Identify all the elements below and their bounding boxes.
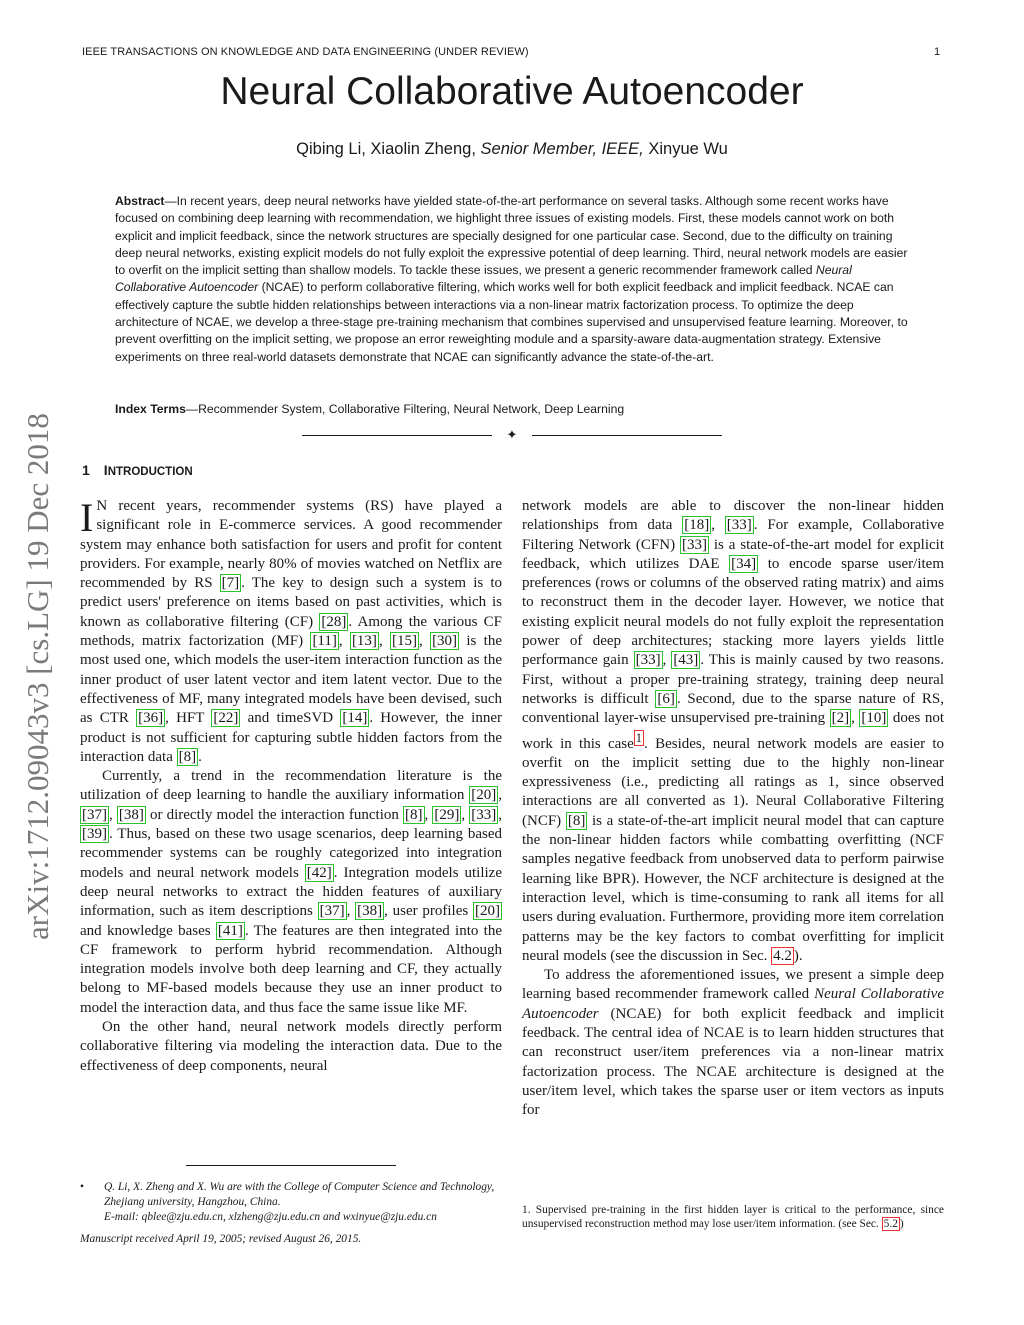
text-run: does not work in this case <box>522 710 944 752</box>
citation-link[interactable]: [13] <box>351 633 377 650</box>
text-run: , <box>338 633 350 650</box>
citation-link[interactable]: [8] <box>405 806 423 823</box>
abstract-label: Abstract <box>115 194 165 208</box>
paragraph <box>80 497 502 767</box>
paragraph <box>522 966 944 1120</box>
citation-link[interactable]: [14] <box>342 710 368 727</box>
text-run: , <box>662 652 672 669</box>
index-terms <box>115 401 910 418</box>
section-ref-link[interactable]: 5.2 <box>883 1217 898 1230</box>
bullet-icon: • <box>80 1181 84 1193</box>
section-heading <box>82 462 193 478</box>
citation-link[interactable]: [22] <box>213 710 239 727</box>
affiliation-text: Q. Li, X. Zheng and X. Wu are with the College of Computer Science and Technology, Zhejiang university, Hangzhou, China. <box>104 1181 495 1208</box>
footnote-marker-link[interactable]: 1 <box>635 730 643 745</box>
text-run: . However, the inner product is not sufficient for capturing subtle hidden factors from the interaction data <box>80 710 502 765</box>
citation-link[interactable]: [6] <box>657 690 675 707</box>
citation-link[interactable]: [38] <box>118 806 144 823</box>
text-run: . Thus, based on these two usage scenarios, deep learning based recommender systems can be roughly categorized into integration models and neural network models <box>80 826 502 881</box>
text-run: . Second, due to the sparse nature of RS, conventional layer-wise unsupervised pre-training <box>522 690 944 727</box>
citation-link[interactable]: [41] <box>217 922 243 939</box>
citation-link[interactable]: [36] <box>138 710 164 727</box>
text-run: To address the aforementioned issues, we present a simple deep learning based recommender framework called <box>522 967 944 1003</box>
text-run: , HFT <box>165 710 212 727</box>
abstract-emph: Neural Collaborative Autoencoder <box>115 263 852 295</box>
text-run: . Among the various CF methods, matrix factorization (MF) <box>80 613 502 650</box>
emphasis: Neural Collaborative Autoencoder <box>522 986 944 1022</box>
citation-link[interactable]: [18] <box>684 517 710 534</box>
text-run: , <box>378 633 390 650</box>
text-run: , <box>109 806 117 823</box>
text-run: and knowledge bases <box>80 922 216 939</box>
manuscript-note: Manuscript received April 19, 2005; revised August 26, 2015. <box>80 1233 362 1245</box>
text-run: . The key to design such a system is to predict users' preference on items based on past activities, which is known as collaborative filtering (CF) <box>80 575 503 630</box>
section-number: 1 <box>82 462 90 478</box>
footnote-end: ) <box>899 1217 904 1230</box>
citation-link[interactable]: [29] <box>434 806 460 823</box>
citation-link[interactable]: [34] <box>731 555 757 572</box>
author-line <box>0 140 1024 159</box>
citation-link[interactable]: [37] <box>82 806 107 823</box>
citation-link[interactable]: [15] <box>392 633 417 650</box>
right-column <box>522 497 944 1121</box>
text-run: or directly model the interaction function <box>145 806 403 823</box>
email-text: E-mail: qblee@zju.edu.cn, xlzheng@zju.edu.cn and wxinyue@zju.edu.cn <box>104 1211 437 1223</box>
text-run: . The features are then integrated into the CF framework to perform hybrid recommendation. Although integration models involve both deep learning and CF, they actually belong to MF-based models because they use an inner product to model the interaction data, and thus face the same issue like MF. <box>80 922 502 1016</box>
citation-link[interactable]: [42] <box>306 864 332 881</box>
citation-link[interactable]: [37] <box>319 903 345 920</box>
paper-title: Neural Collaborative Autoencoder <box>220 70 804 113</box>
text-run: , <box>498 787 502 804</box>
section-title-rest: NTRODUCTION <box>107 466 193 478</box>
paragraph <box>522 497 944 966</box>
drop-cap: I <box>80 495 94 540</box>
section-initial: I <box>103 462 108 478</box>
citation-link[interactable]: [33] <box>471 806 497 823</box>
citation-link[interactable]: [11] <box>312 633 337 650</box>
footnote-1 <box>522 1204 944 1231</box>
text-run: . This is mainly caused by two reasons. First, without a proper pre-training strategy, training deep neural networks is difficult <box>522 652 945 707</box>
paragraph <box>80 767 502 1018</box>
index-terms-text: —Recommender System, Collaborative Filtering, Neural Network, Deep Learning <box>185 402 625 416</box>
citation-link[interactable]: [20] <box>475 903 500 920</box>
affiliation-footnote <box>80 1180 510 1225</box>
abstract <box>115 193 910 366</box>
left-column <box>80 497 502 1076</box>
footnote-text: 1. Supervised pre-training in the first hidden layer is critical to the performance, since unsupervised reconstruction method may lose user/item information. (see Sec. <box>522 1204 944 1230</box>
text-run: . Besides, neural network models are easier to overfit on the implicit setting due to the highly non-linear expressiveness (i.e., predicting all ratings as 1, since observed interactions are all converted as 1). Neural Collaborative Filtering (NCF) <box>522 735 945 829</box>
text-run: , <box>424 806 433 823</box>
citation-link[interactable]: [33] <box>681 536 707 553</box>
text-run: , <box>711 517 725 534</box>
text-run: N recent years, recommender systems (RS) have played a significant role in E-commerce services. A good recommender system may enhance both satisfaction for users and profit for content providers. For example, nearly 80% of movies watched on Netflix are recommended by RS <box>80 498 502 592</box>
citation-link[interactable]: [33] <box>635 652 661 669</box>
citation-link[interactable]: [28] <box>321 613 347 630</box>
citation-link[interactable]: [20] <box>471 787 497 804</box>
text-run: , <box>346 903 356 920</box>
text-run: . <box>198 748 202 765</box>
text-run: Currently, a trend in the recommendation literature is the utilization of deep learning to handle the auxiliary information <box>80 768 502 804</box>
abstract-text-2: (NCAE) to perform collaborative filtering, which works well for both explicit feedback and implicit feedback. NCAE can effectively capture the subtle hidden relationships between interactions via a non-linear matrix factorization process. To optimize the deep architecture of NCAE, we develop a three-stage pre-training mechanism that combines supervised and unsupervised feature learning. Moreover, to prevent overfitting on the implicit setting, we propose an error reweighting module and a sparsity-aware data-augmentation strategy. Extensive experiments on three real-world datasets demonstrate that NCAE can significantly advance the state-of-the-art. <box>115 280 908 364</box>
divider-rule-right <box>532 435 722 436</box>
text-run: , user profiles <box>384 903 473 920</box>
citation-link[interactable]: [38] <box>357 903 383 920</box>
citation-link[interactable]: [30] <box>432 633 458 650</box>
text-run: and timeSVD <box>240 710 341 727</box>
citation-link[interactable]: [43] <box>673 652 699 669</box>
text-run: ). <box>793 947 803 964</box>
author-names-b: Xinyue Wu <box>648 140 728 158</box>
text-run: is a state-of-the-art model for explicit feedback, which utilizes DAE <box>522 536 944 572</box>
text-run: (NCAE) for both explicit feedback and implicit feedback. The central idea of NCAE is to learn hidden structures that can reconstruct user/item preferences via a non-linear matrix factorization process. The NCAE architecture is designed at the user/item level, which takes the sparse user or item vectors as inputs for <box>522 1005 944 1119</box>
arxiv-stamp: arXiv:1712.09043v3 [cs.LG] 19 Dec 2018 <box>20 413 55 940</box>
author-names-a: Qibing Li, Xiaolin Zheng, <box>296 140 476 158</box>
text-run: to encode sparse user/item preferences (rows or columns of the observed rating matrix) and aims to reconstruct them in the decoder layer. However, we notice that existing explicit neural models do not fully exploit the representation power of deep architectures; stacking more layers yields little performance gain <box>522 555 944 669</box>
citation-link[interactable]: [33] <box>726 517 752 534</box>
footnote-rule <box>186 1165 396 1166</box>
section-ref-link[interactable]: 4.2 <box>773 947 792 964</box>
citation-link[interactable]: [2] <box>831 710 850 727</box>
abstract-text: —In recent years, deep neural networks have yielded state-of-the-art performance on several tasks. Although some recent works have focused on combining deep learning with recommendation, we highlight three issues of existing models. First, these models cannot work on both explicit and implicit feedback, since the network structures are specially designed for one particular case. Second, due to the difficulty on training deep neural networks, existing explicit models do not fully exploit the expressive potential of deep learning. Third, neural network models are easier to overfit on the implicit setting than shallow models. To tackle these issues, we present a generic recommender framework called <box>115 194 908 278</box>
citation-link[interactable]: [7] <box>221 575 240 592</box>
index-terms-label: Index Terms <box>115 402 186 416</box>
text-run: , <box>461 806 470 823</box>
text-run: is the most used one, which models the user-item interaction function as the inner product of user latent vector and item latent vector. Due to the effectiveness of MF, many integrated models have been devised, such as CTR <box>80 633 503 727</box>
section-divider <box>302 428 722 442</box>
page-number: 1 <box>934 46 941 58</box>
author-role: Senior Member, IEEE, <box>480 140 644 158</box>
paragraph: On the other hand, neural network models directly perform collaborative filtering via modeling the interaction data. Due to the effectiveness of deep components, neural <box>80 1019 502 1074</box>
citation-link[interactable]: [10] <box>861 710 887 727</box>
divider-rule-left <box>302 435 492 436</box>
text-run: , <box>498 806 502 823</box>
text-run: network models are able to discover the non-linear hidden relationships from data <box>522 498 944 534</box>
citation-link[interactable]: [8] <box>567 812 586 829</box>
text-run: . For example, Collaborative Filtering Network (CFN) <box>522 517 945 553</box>
running-header: IEEE TRANSACTIONS ON KNOWLEDGE AND DATA ENGINEERING (UNDER REVIEW) <box>82 46 529 58</box>
text-run: , <box>851 710 860 727</box>
citation-link[interactable]: [8] <box>178 748 197 765</box>
diamond-ornament-icon: ✦ <box>506 427 518 442</box>
citation-link[interactable]: [39] <box>82 826 107 843</box>
text-run: . Integration models utilize deep neural networks to extract the hidden features of auxiliary information, such as item descriptions <box>80 864 503 920</box>
text-run: is a state-of-the-art implicit neural model that can capture the non-linear hidden factors while combatting overfitting (NCF samples negative feedback from unobserved data to perform pairwise learning like BPR). However, the NCF architecture is designed at the interaction level, which is time-consuming to rank all items for all users during evaluation. Furthermore, providing more item correlation patterns may be the key factors to combat overfitting for implicit neural models (see the discussion in Sec. <box>522 812 945 964</box>
text-run: , <box>419 633 431 650</box>
